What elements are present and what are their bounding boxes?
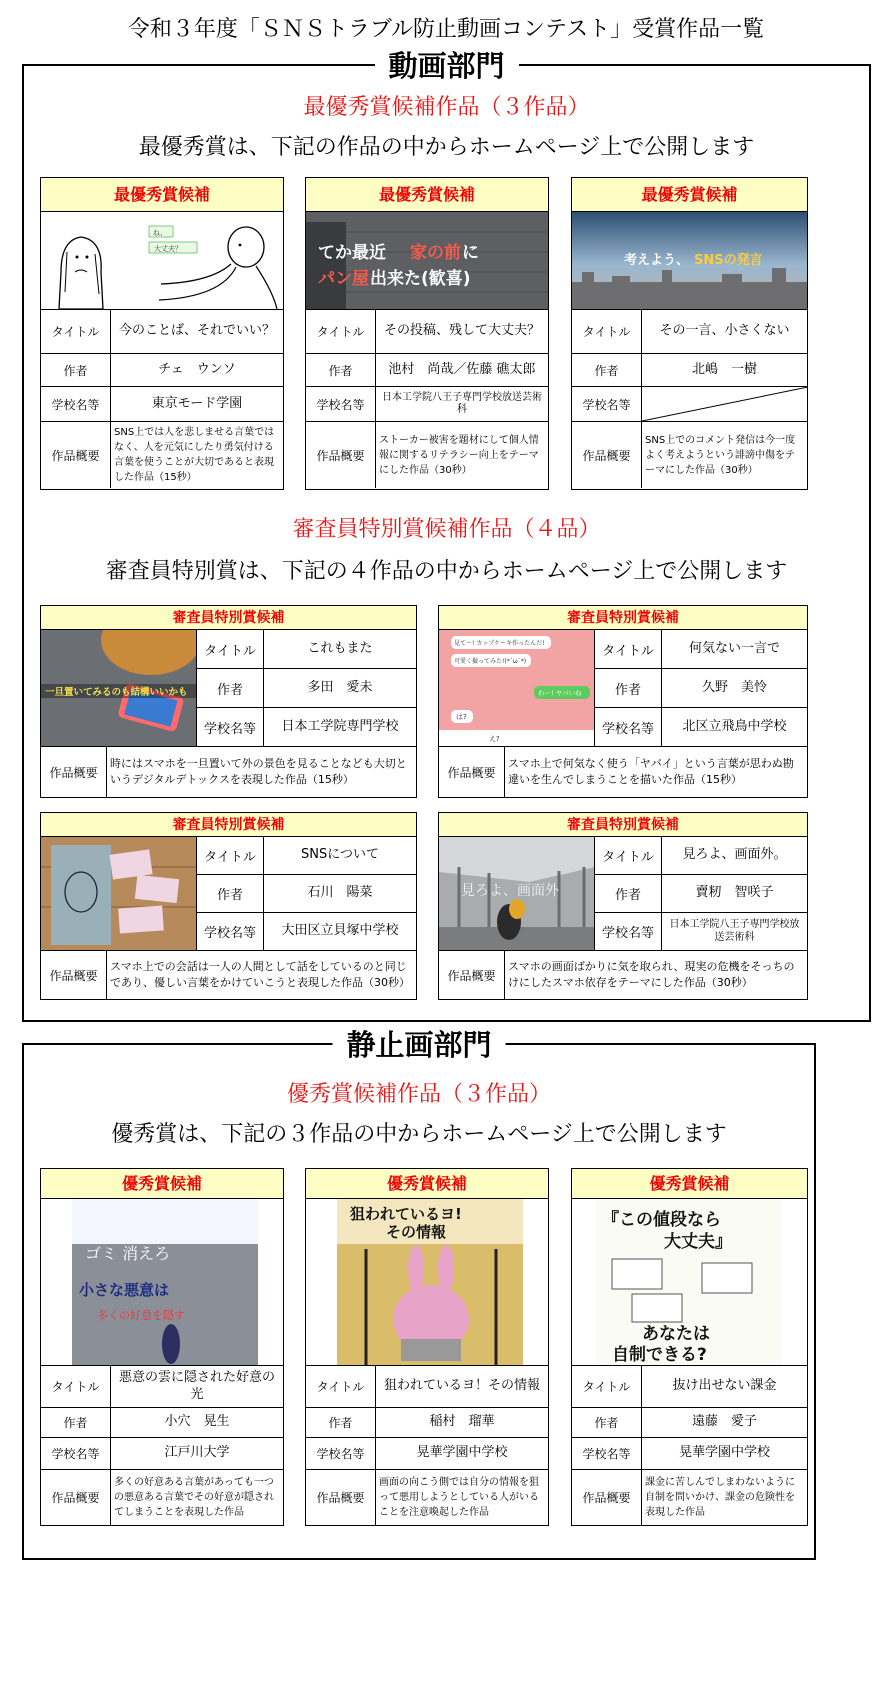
author-row [572,1408,807,1438]
video-section-label: 動画部門 [374,44,518,85]
top-candidate-card [571,177,808,490]
author-row [41,354,283,387]
author-label: 作者 [41,1408,111,1437]
work-author: 久野 美怜 [701,679,767,695]
image-text: 見ろよ、画面外 [461,883,559,899]
title-label: タイトル [595,837,662,874]
title-row [572,1366,807,1408]
work-title: 悪意の雲に隠された好意の光 [118,1370,275,1402]
card-thumbnail [439,630,595,746]
still-award-heading: 優秀賞候補作品（３作品） [286,1082,551,1107]
author-row [306,354,548,387]
summary-row [41,951,416,999]
author-label: 作者 [197,875,264,912]
author-label: 作者 [595,669,662,707]
image-text: あなたは [642,1324,710,1344]
special-candidate-card [40,605,417,798]
author-row [197,669,416,708]
title-label: タイトル [306,1366,376,1407]
work-school: 北区立飛鳥中学校 [682,718,787,734]
work-author: 遠藤 愛子 [691,1414,757,1430]
title-label: タイトル [572,310,642,353]
special-award-note: 審査員特別賞は、下記の４作品の中からホームページ上で公開します [105,559,788,584]
summary-row [306,422,548,488]
card-badge: 審査員特別賞候補 [41,606,416,630]
card-badge: 最優秀賞候補 [306,178,548,212]
title-label: タイトル [595,630,662,668]
work-title: 狙われているヨ！その情報 [383,1378,540,1394]
work-school: 日本工学院八王子専門学校放送芸術科 [669,919,800,943]
summary-label: 作品概要 [439,747,505,797]
card-thumbnail [41,630,197,746]
school-row [306,1438,548,1470]
special-award-heading: 審査員特別賞候補作品（４品） [292,517,601,542]
author-label: 作者 [306,354,376,386]
card-badge: 優秀賞候補 [572,1169,807,1199]
still-section-label: 静止画部門 [332,1023,505,1064]
image-text: 一旦置いてみるのも結構いいかも [45,687,188,698]
image-text: 大丈夫？ [154,245,182,253]
title-row [41,310,283,354]
card-thumbnail [306,1199,548,1366]
card-thumbnail [41,1199,283,1366]
summary-row [41,1470,283,1525]
summary-row [572,422,807,488]
work-title: その投稿、残して大丈夫？ [383,323,540,339]
card-thumbnail [439,837,595,950]
author-row [306,1408,548,1438]
summary-row [572,1470,807,1525]
school-row [595,913,807,950]
work-author: 北嶋 一樹 [691,361,757,377]
work-summary: ストーカー被害を題材にして個人情報に関するリテラシー向上をテーマにした作品（30秒） [379,434,539,476]
work-summary: SNS上でのコメント発信は今一度よく考えようという誹謗中傷をテーマにした作品（30秒） [645,434,796,476]
work-school: 東京モード学園 [151,395,243,411]
image-text: パン屋 [318,269,369,289]
top-award-heading: 最優秀賞候補作品（３作品） [303,95,590,120]
card-thumbnail [41,212,283,310]
author-row [595,875,807,913]
school-label: 学校名等 [306,387,376,421]
card-thumbnail [41,837,197,950]
school-label: 学校名等 [306,1438,376,1469]
work-summary: 課金に苦しんでしまわないように自制を問いかけ、課金の危険性を表現した作品 [645,1477,795,1518]
title-row [197,837,416,875]
school-row [572,1438,807,1470]
image-text: ね、 [153,229,167,237]
card-badge: 優秀賞候補 [306,1169,548,1199]
work-author: 池村 尚哉／佐藤 礁太郎 [388,361,536,377]
image-text: SNSの発言 [694,253,763,268]
title-label: タイトル [572,1366,642,1407]
card-badge: 最優秀賞候補 [572,178,807,212]
work-summary: 時にはスマホを一旦置いて外の景色を見ることなども大切というデジタルデトックスを表現した作品（15秒） [110,757,407,786]
work-title: その一言、小さくない [659,323,790,339]
image-text: 多くの好意を隠す [97,1309,185,1322]
school-label: 学校名等 [572,387,642,421]
image-text: その情報 [386,1223,447,1241]
school-label: 学校名等 [595,708,662,746]
card-badge: 審査員特別賞候補 [439,813,807,837]
author-row [572,354,807,387]
author-label: 作者 [595,875,662,912]
special-candidate-card [40,812,417,1000]
school-row [306,387,548,422]
summary-label: 作品概要 [41,1470,111,1525]
title-label: タイトル [41,1366,111,1407]
card-badge: 審査員特別賞候補 [439,606,807,630]
title-row [41,1366,283,1408]
work-author: 小穴 晃生 [164,1414,230,1430]
title-row [197,630,416,669]
special-candidate-card [438,812,808,1000]
school-label: 学校名等 [572,1438,642,1469]
work-summary: 多くの好意ある言葉があっても一つの悪意ある言葉でその好意が隠されてしまうことを表現した作品 [114,1477,274,1518]
title-row [306,310,548,354]
summary-row [439,951,807,999]
title-row [595,630,807,669]
card-badge: 優秀賞候補 [41,1169,283,1199]
page-title: 令和３年度「ＳＮＳトラブル防止動画コンテスト」受賞作品一覧 [127,17,765,42]
summary-row [41,747,416,797]
image-text: 小さな悪意は [79,1281,170,1299]
top-candidate-card [305,177,549,490]
work-title: 何気ない一言で [688,640,780,656]
work-school: 日本工学院八王子専門学校放送芸術科 [382,391,542,415]
work-summary: 画面の向こう側では自分の情報を狙って悪用しようとしている人がいることを注意喚起した作品 [379,1477,539,1518]
work-school-empty [642,387,807,421]
image-text: 考えよう、 [624,253,690,268]
image-text: ゴミ 消えろ [85,1244,171,1263]
work-summary: スマホ上での会話は一人の人間として話をしているのと同じであり、優しい言葉をかけていこうと表現した作品（30秒） [110,960,410,989]
work-school: 日本工学院専門学校 [281,718,399,734]
work-school: 晃華学園中学校 [416,1445,508,1461]
summary-label: 作品概要 [41,951,107,999]
school-label: 学校名等 [595,913,662,950]
work-author: 石川 陽菜 [307,885,373,901]
still-candidate-card [305,1168,549,1526]
school-row [197,708,416,746]
summary-row [439,747,807,797]
author-label: 作者 [572,354,642,386]
image-text: てか最近 [318,243,386,263]
work-summary: スマホ上で何気なく使う「ヤバイ」という言葉が思わぬ勘違いを生んでしまうことを描いた作品（15秒） [508,757,794,786]
still-candidate-card [40,1168,284,1526]
summary-label: 作品概要 [41,422,111,488]
author-label: 作者 [41,354,111,386]
top-candidate-card [40,177,284,490]
school-row [41,1438,283,1470]
title-row [595,837,807,875]
summary-label: 作品概要 [572,1470,642,1525]
title-label: タイトル [306,310,376,353]
work-school: 晃華学園中学校 [678,1445,770,1461]
image-text: 自制できる? [612,1345,707,1365]
summary-label: 作品概要 [439,951,505,999]
image-text: 『この値段なら [602,1210,721,1230]
school-label: 学校名等 [41,387,111,421]
author-row [197,875,416,913]
work-author: 多田 愛未 [307,679,373,695]
image-text: 大丈夫』 [664,1232,732,1252]
author-label: 作者 [572,1408,642,1437]
work-school: 大田区立貝塚中学校 [281,923,399,939]
work-title: 抜け出せない課金 [672,1378,777,1394]
work-title: 見ろよ、画面外。 [682,847,787,863]
card-thumbnail [572,1199,807,1366]
work-school: 江戸川大学 [164,1445,230,1461]
image-text: わー! ヤバいね [538,689,582,697]
work-title: SNSについて [301,847,379,863]
work-summary: SNS上では人を悲しませる言葉ではなく、人を元気にしたり勇気付ける言葉を使うことが大切であると表現した作品（15秒） [114,427,275,483]
school-label: 学校名等 [197,913,264,950]
title-label: タイトル [197,630,264,668]
top-award-note: 最優秀賞は、下記の作品の中からホームページ上で公開します [138,135,755,160]
still-award-note: 優秀賞は、下記の３作品の中からホームページ上で公開します [111,1122,727,1147]
image-text: 狙われているヨ! [350,1205,462,1223]
author-row [41,1408,283,1438]
school-label: 学校名等 [197,708,264,746]
summary-label: 作品概要 [572,422,642,488]
title-row [306,1366,548,1408]
title-label: タイトル [41,310,111,353]
diagonal-slash [642,387,808,421]
work-title: 今のことば、それでいい？ [118,323,275,339]
work-author: 賣籾 智咲子 [695,885,774,901]
card-thumbnail [306,212,548,310]
image-text: は? [456,713,467,721]
title-label: タイトル [197,837,264,874]
image-text: 出来た(歓喜) [370,269,471,289]
school-row [595,708,807,746]
card-badge: 最優秀賞候補 [41,178,283,212]
work-author: 稲村 瑠華 [429,1414,495,1430]
summary-row [41,422,283,488]
summary-label: 作品概要 [41,747,107,797]
title-row [572,310,807,354]
author-label: 作者 [306,1408,376,1437]
summary-label: 作品概要 [306,422,376,488]
card-thumbnail [572,212,807,310]
summary-row [306,1470,548,1525]
work-summary: スマホの画面ばかりに気を取られ、現実の危機をそっちのけにしたスマホ依存をテーマにした作品（30秒） [508,960,795,989]
image-text: え? [489,735,500,743]
author-label: 作者 [197,669,264,707]
special-candidate-card [438,605,808,798]
school-row [197,913,416,950]
work-title: これもまた [307,640,373,656]
image-text: 家の前 [410,243,461,263]
author-row [595,669,807,708]
summary-label: 作品概要 [306,1470,376,1525]
image-text: に [462,243,479,263]
card-badge: 審査員特別賞候補 [41,813,416,837]
work-author: チェ ウンソ [158,361,236,377]
image-text: 可愛く撮ってみた!(*´ω`*) [454,658,527,665]
still-candidate-card [571,1168,808,1526]
school-row [41,387,283,422]
school-row [572,387,807,422]
school-label: 学校名等 [41,1438,111,1469]
image-text: 見て〜! カップケーキ作ったんだ! [454,640,545,647]
